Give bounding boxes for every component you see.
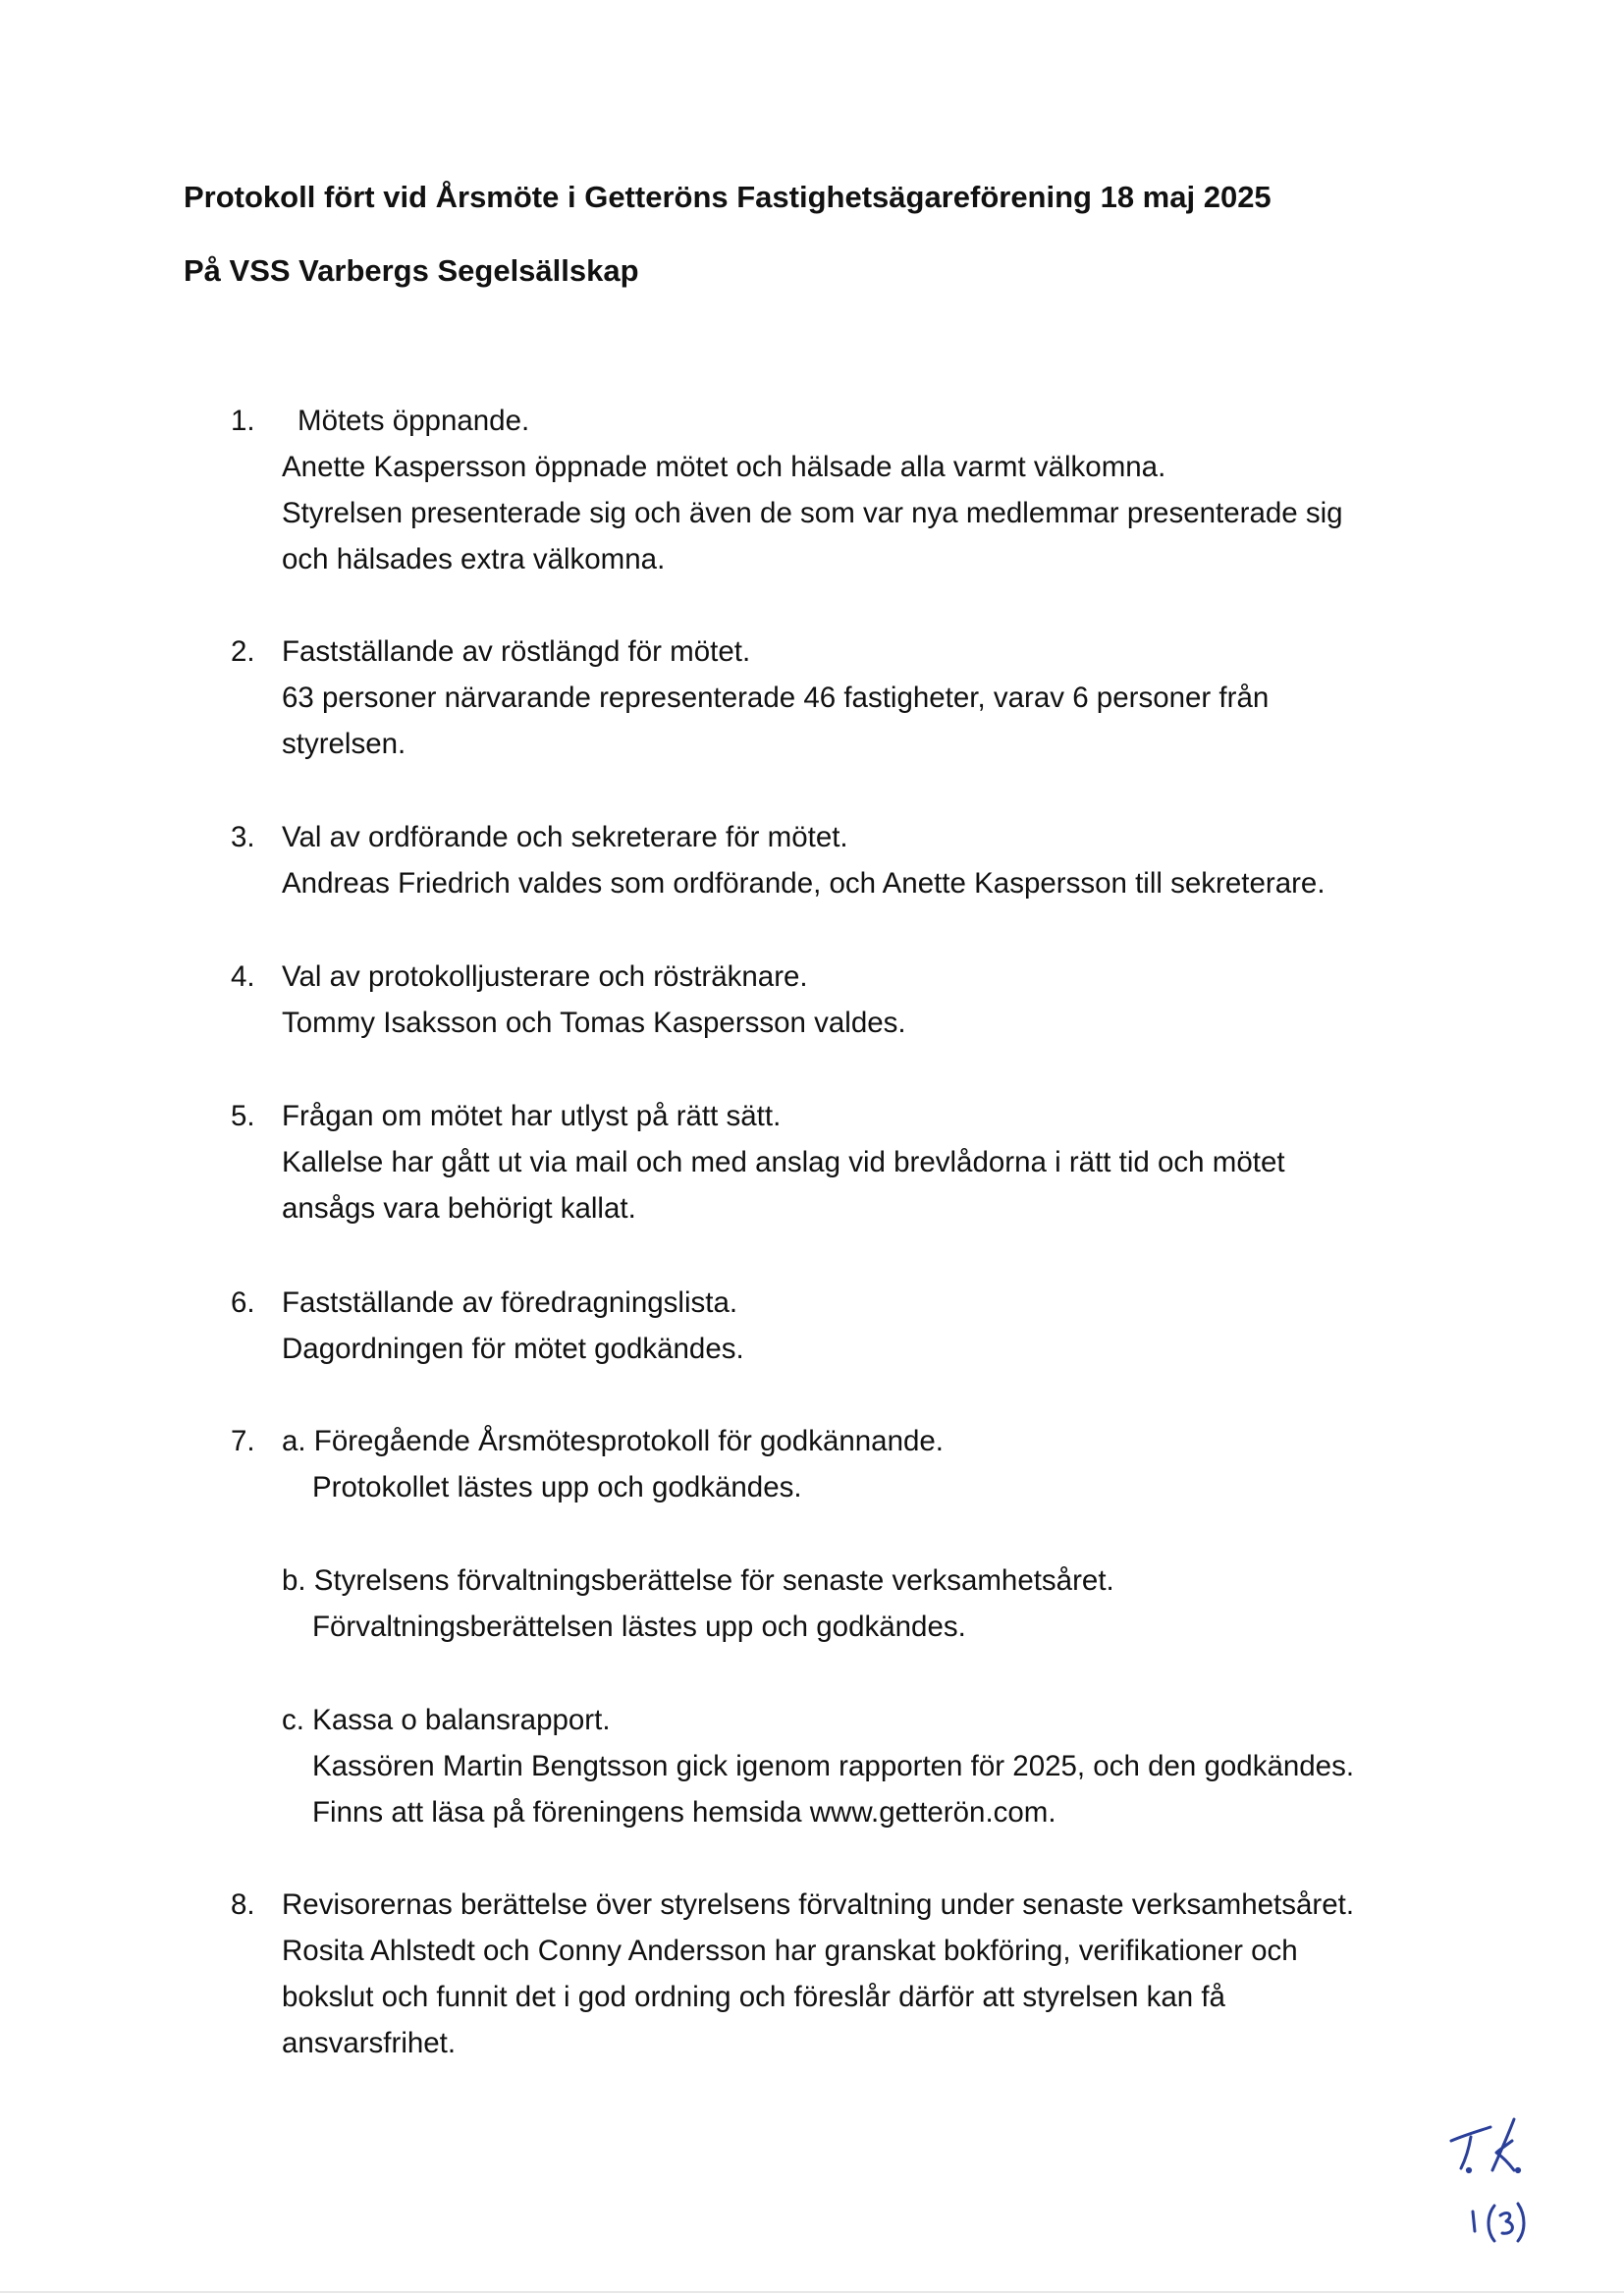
item-line: Tommy Isaksson och Tomas Kaspersson valdes. — [282, 1007, 906, 1039]
subitem-line: Förvaltningsberättelsen lästes upp och godkändes. — [312, 1611, 966, 1643]
item-heading: Mötets öppnande. — [298, 405, 530, 437]
item-line: Styrelsen presenterade sig och även de som var nya medlemmar presenterade sig — [282, 497, 1343, 529]
item-heading: Fastställande av röstlängd för mötet. — [282, 635, 751, 668]
subitem-heading: c. Kassa o balansrapport. — [282, 1704, 611, 1736]
item-line: Kallelse har gått ut via mail och med anslag vid brevlådorna i rätt tid och mötet — [282, 1146, 1285, 1178]
item-heading: Val av ordförande och sekreterare för mötet. — [282, 821, 848, 853]
item-line: ansvarsfrihet. — [282, 2027, 457, 2059]
item-line: styrelsen. — [282, 728, 406, 760]
item-line: och hälsades extra välkomna. — [282, 543, 666, 575]
item-number: 8. — [231, 1888, 255, 1921]
subitem-line: Kassören Martin Bengtsson gick igenom rapporten för 2025, och den godkändes. — [312, 1750, 1355, 1782]
item-line: Rosita Ahlstedt och Conny Andersson har granskat bokföring, verifikationer och — [282, 1935, 1298, 1967]
subitem-line: Finns att läsa på föreningens hemsida www.getterön.com. — [312, 1796, 1056, 1829]
item-number: 3. — [231, 821, 255, 853]
item-line: Andreas Friedrich valdes som ordförande, och Anette Kaspersson till sekreterare. — [282, 867, 1326, 900]
item-line: bokslut och funnit det i god ordning och föreslår därför att styrelsen kan få — [282, 1981, 1225, 2013]
item-number: 1. — [231, 405, 255, 437]
item-number: 5. — [231, 1100, 255, 1132]
item-heading: Val av protokolljusterare och rösträknare. — [282, 960, 808, 993]
item-line: Protokollet lästes upp och godkändes. — [312, 1471, 802, 1503]
item-heading: Frågan om mötet har utlyst på rätt sätt. — [282, 1100, 782, 1132]
item-line: ansågs vara behörigt kallat. — [282, 1192, 636, 1225]
item-number: 4. — [231, 960, 255, 993]
item-heading: Fastställande av föredragningslista. — [282, 1286, 738, 1319]
subitem-heading: b. Styrelsens förvaltningsberättelse för senaste verksamhetsåret. — [282, 1564, 1114, 1597]
item-line: Dagordningen för mötet godkändes. — [282, 1333, 744, 1365]
scan-edge — [0, 2291, 1624, 2293]
item-heading: a. Föregående Årsmötesprotokoll för godkännande. — [282, 1425, 945, 1457]
item-line: 63 personer närvarande representerade 46 fastigheter, varav 6 personer från — [282, 682, 1270, 714]
item-number: 7. — [231, 1425, 255, 1457]
item-number: 2. — [231, 635, 255, 668]
item-line: Anette Kaspersson öppnade mötet och hälsade alla varmt välkomna. — [282, 451, 1166, 483]
document-title: Protokoll fört vid Årsmöte i Getteröns Fastighetsägareförening 18 maj 2025 — [184, 180, 1272, 214]
item-number: 6. — [231, 1286, 255, 1319]
meeting-location: På VSS Varbergs Segelsällskap — [184, 253, 639, 288]
agenda-item-7c — [282, 1697, 1460, 1835]
item-heading: Revisorernas berättelse över styrelsens förvaltning under senaste verksamhetsåret. — [282, 1888, 1355, 1921]
handwritten-initials-signature — [1443, 2109, 1561, 2257]
agenda-item-7b — [282, 1557, 1460, 1650]
